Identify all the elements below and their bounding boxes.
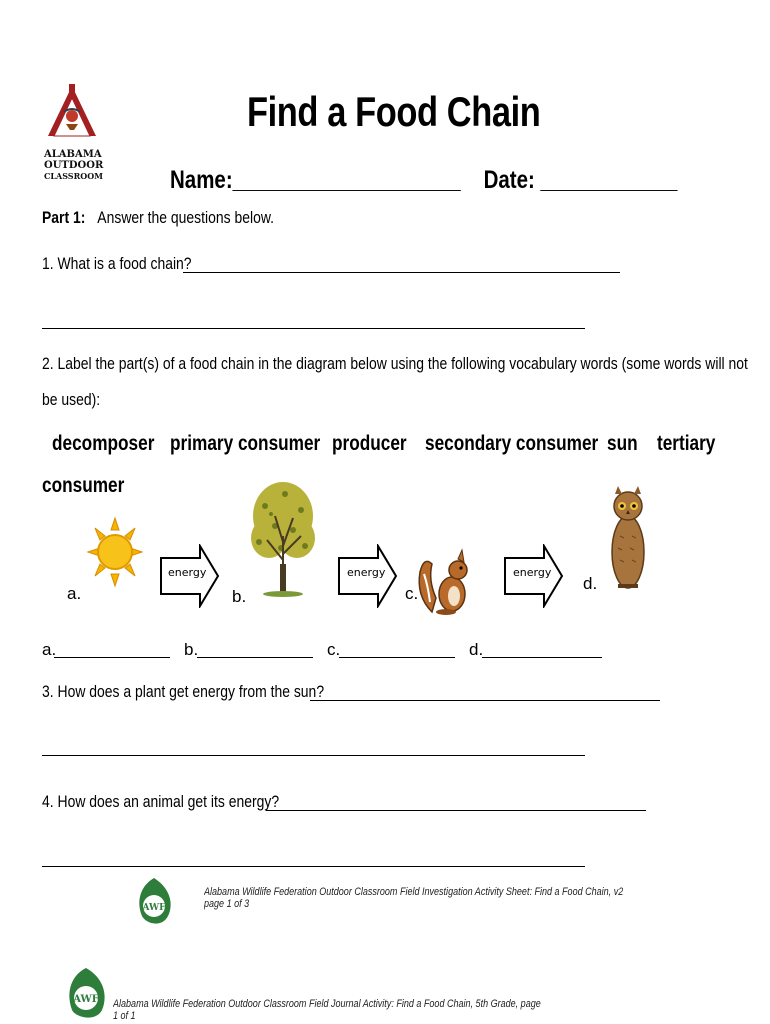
vocab-producer: producer <box>332 432 407 455</box>
footer-1-page: page 1 of 3 <box>204 898 250 910</box>
energy-label-2: energy <box>347 566 386 579</box>
energy-label-1: energy <box>168 566 207 579</box>
energy-label-3: energy <box>513 566 552 579</box>
awf-logo-icon-2 <box>64 966 108 1024</box>
vocab-decomposer: decomposer <box>52 432 155 455</box>
footer-2-text: Alabama Wildlife Federation Outdoor Classroom Field Journal Activity: Find a Food Chain, 5th Grade, page <box>113 998 541 1010</box>
name-field[interactable]: Name:____________________ <box>170 166 461 194</box>
alabama-outdoor-classroom-logo <box>44 82 104 186</box>
logo-line-3: CLASSROOM <box>44 171 104 181</box>
answer-label-c: c. <box>327 640 341 659</box>
q4-answer-line-2[interactable] <box>42 866 585 867</box>
part1-label: Part 1: <box>42 208 86 227</box>
answer-label-d: d. <box>469 640 484 659</box>
answer-line-d[interactable] <box>482 657 602 658</box>
owl-icon <box>606 486 650 600</box>
logo-line-1: ALABAMA <box>44 149 102 160</box>
schoolhouse-icon <box>44 82 100 144</box>
awf-logo-icon <box>134 876 174 930</box>
answer-line-a[interactable] <box>54 657 170 658</box>
diagram-label-c: c. <box>405 584 419 603</box>
name-date-row <box>170 166 677 195</box>
q4-answer-line-1[interactable] <box>266 810 646 811</box>
q3-answer-line-2[interactable] <box>42 755 585 756</box>
footer-2 <box>113 998 541 1024</box>
date-field[interactable]: Date: ____________ <box>483 166 678 194</box>
answer-line-c[interactable] <box>339 657 455 658</box>
tree-icon <box>245 476 321 598</box>
vocab-sun: sun <box>607 432 638 455</box>
q1-answer-line-2[interactable] <box>42 328 585 329</box>
diagram-label-d: d. <box>583 574 598 593</box>
question-2-line-1: 2. Label the part(s) of a food chain in the diagram below using the following vocabulary words (some words will not <box>42 354 748 373</box>
awf-logo-text-2: AWF <box>73 994 99 1005</box>
q3-answer-line-1[interactable] <box>310 700 660 701</box>
answer-label-b: b. <box>184 640 199 659</box>
logo-line-2: OUTDOOR <box>44 160 104 171</box>
awf-logo-text: AWF <box>142 903 166 913</box>
question-1: 1. What is a food chain? <box>42 254 192 273</box>
q1-answer-line-1[interactable] <box>183 272 620 273</box>
part1-heading <box>42 208 274 228</box>
question-3: 3. How does a plant get energy from the sun? <box>42 682 325 701</box>
part1-instruction: Answer the questions below. <box>97 208 274 227</box>
squirrel-icon <box>414 546 476 618</box>
diagram-label-a: a. <box>67 584 82 603</box>
vocab-secondary-consumer: secondary consumer <box>425 432 599 455</box>
footer-2-page: 1 of 1 <box>113 1010 136 1022</box>
vocab-primary-consumer: primary consumer <box>170 432 321 455</box>
answer-label-a: a. <box>42 640 57 659</box>
footer-1 <box>204 886 623 910</box>
question-2-line-2: be used): <box>42 390 101 409</box>
vocab-consumer: consumer <box>42 474 125 497</box>
vocab-tertiary: tertiary <box>657 432 716 455</box>
diagram-label-b: b. <box>232 587 247 606</box>
sun-icon <box>86 516 144 588</box>
page-title: Find a Food Chain <box>247 88 541 135</box>
question-4: 4. How does an animal get its energy? <box>42 792 280 811</box>
answer-line-b[interactable] <box>197 657 313 658</box>
footer-1-text: Alabama Wildlife Federation Outdoor Classroom Field Investigation Activity Sheet: Find a Food Chain, v2 <box>204 886 624 898</box>
